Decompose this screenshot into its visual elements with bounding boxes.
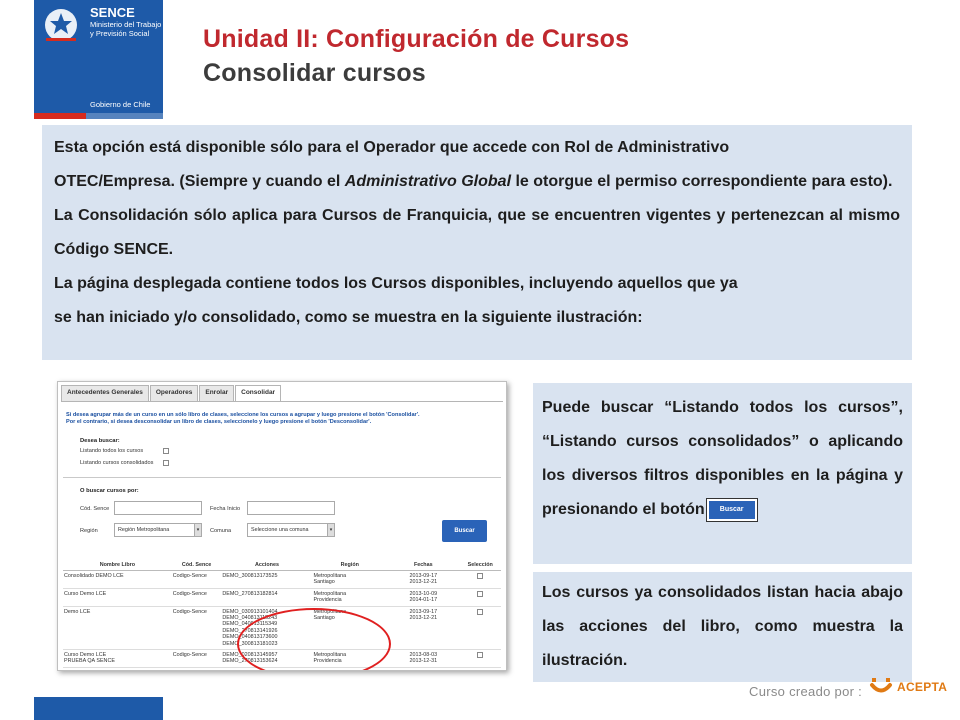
intro-line5: La página desplegada contiene todos los Cursos disponibles, incluyendo aquellos que ya [54, 275, 738, 292]
col-region: Región [313, 560, 388, 571]
chevron-down-icon: ▾ [194, 524, 201, 536]
table-row [63, 571, 501, 589]
col-select: Selección [460, 560, 501, 571]
row-select-checkbox[interactable] [477, 609, 483, 615]
search-heading: Desea buscar: [80, 438, 120, 444]
row-dates: 2013-10-09 2014-01-17 [387, 588, 459, 606]
row-region: Metropolitana Santiago [313, 606, 388, 649]
highlight-circle [237, 608, 391, 671]
row-actions: DEMO_020813145957 DEMO_270813153624 [221, 650, 312, 668]
row-actions: DEMO_030913101404 DEMO_040813115243 DEMO_040913115349 DEMO_270813141926 DEMO_040813173600 DEMO_300813181023 [221, 606, 312, 649]
row-select-cell [460, 650, 501, 668]
col-actions: Acciones [221, 560, 312, 571]
code-input[interactable] [114, 501, 202, 515]
consolidated-help-panel [533, 572, 912, 682]
commune-value: Seleccione una comuna [251, 527, 309, 533]
row-dates: 2013-08-03 2013-12-31 [387, 650, 459, 668]
row-code: Codigo-Sence [172, 571, 222, 589]
intro-line2c: le otorgue el permiso correspondiente para esto). [511, 173, 893, 190]
intro-para2: La Consolidación sólo aplica para Cursos de Franquicia, que se encuentren vigentes y pertenezcan al mismo Código SENCE. [54, 207, 900, 258]
org-line1: Ministerio del Trabajo [90, 20, 162, 29]
consolidated-help-text: Los cursos ya consolidados listan hacia abajo las acciones del libro, como muestra la ilustración. [542, 584, 903, 669]
option-all-label: Listando todos los cursos [80, 448, 144, 454]
row-region: Metropolitana Providencia [313, 650, 388, 668]
table-row [63, 588, 501, 606]
footer-stripe-left [34, 697, 86, 720]
row-code: Codigo-Sence [172, 650, 222, 668]
row-name: Curso Demo LCE [63, 588, 172, 606]
footer-stripe [34, 697, 163, 720]
search-help-panel [533, 383, 912, 564]
row-name: Curso Demo LCE PRUEBA QA SENCE [63, 650, 172, 668]
row-dates: 2013-09-17 2013-12-21 [387, 571, 459, 589]
instruction-line1: Si desea agrupar más de un curso en un sólo libro de clases, seleccione los cursos a agrupar y luego presione el botón 'Consolidar'. [66, 412, 420, 418]
row-select-cell [460, 571, 501, 589]
tab-general[interactable]: Antecedentes Generales [61, 385, 149, 401]
row-name: Demo LCE [63, 606, 172, 649]
region-select[interactable] [114, 523, 202, 537]
intro-line1: Esta opción está disponible sólo para el Operador que accede con Rol de Administrativo [54, 139, 730, 156]
intro-emphasis: Administrativo Global [344, 173, 512, 190]
org-name: SENCE [90, 5, 135, 20]
col-code: Cód. Sence [172, 560, 222, 571]
inline-search-button: Buscar [707, 499, 757, 521]
government-label: Gobierno de Chile [90, 100, 151, 109]
row-region: Metropolitana Santiago [313, 571, 388, 589]
row-select-checkbox[interactable] [477, 652, 483, 658]
tab-enrol[interactable]: Enrolar [199, 385, 234, 401]
flag-stripe-white [86, 113, 163, 119]
consolidate-screenshot [57, 381, 507, 671]
start-date-input[interactable] [247, 501, 335, 515]
col-name: Nombre Libro [63, 560, 172, 571]
row-name: Consolidado DEMO LCE [63, 571, 172, 589]
commune-select[interactable] [247, 523, 335, 537]
intro-panel [42, 125, 912, 360]
brand-name: ACEPTA [897, 680, 948, 694]
row-actions: DEMO_270813182814 [221, 588, 312, 606]
row-region: Metropolitana Providencia [313, 588, 388, 606]
tab-bar [61, 385, 282, 401]
sence-logo [34, 0, 163, 119]
row-actions: DEMO_300813173525 [221, 571, 312, 589]
brand-logo [868, 676, 947, 698]
option-consolidated-label: Listando cursos consolidados [80, 460, 154, 466]
row-select-checkbox[interactable] [477, 573, 483, 579]
row-dates: 2013-09-17 2013-12-21 [387, 606, 459, 649]
tab-consolidate[interactable]: Consolidar [235, 385, 281, 401]
intro-line2a: OTEC/Empresa. (Siempre y cuando el [54, 173, 345, 190]
row-select-cell [460, 588, 501, 606]
page-subtitle: Consolidar cursos [203, 59, 426, 87]
acepta-logo-icon [868, 676, 894, 698]
chevron-down-icon: ▾ [327, 524, 334, 536]
region-value: Región Metropolitana [118, 527, 170, 533]
intro-line6: se han iniciado y/o consolidado, como se muestra en la siguiente ilustración: [54, 309, 643, 326]
instruction-line2: Por el contrario, si desea desconsolidar un libro de clases, seleccionelo y luego presione el botón 'Desconsolidar'. [66, 419, 372, 425]
row-select-checkbox[interactable] [477, 591, 483, 597]
section-divider [63, 477, 501, 478]
page-title: Unidad II: Configuración de Cursos [203, 25, 630, 53]
row-code: Codigo-Sence [172, 606, 222, 649]
region-label: Región [80, 528, 98, 534]
intro-para1 [54, 165, 900, 199]
org-line2: y Previsión Social [90, 29, 150, 38]
credit-label: Curso creado por : [749, 684, 863, 699]
start-date-label: Fecha Inicio [210, 506, 241, 512]
table-header [63, 560, 501, 571]
filter-heading: O buscar cursos por: [80, 488, 139, 494]
search-button[interactable]: Buscar [442, 520, 487, 542]
commune-label: Comuna [210, 528, 232, 534]
code-label: Cód. Sence [80, 506, 110, 512]
instructions [66, 412, 420, 426]
flag-stripe-red [34, 113, 86, 119]
col-dates: Fechas [387, 560, 459, 571]
tab-divider [61, 401, 503, 402]
tab-operators[interactable]: Operadores [150, 385, 199, 401]
search-help-text: Puede buscar “Listando todos los cursos”, “Listando cursos consolidados” o aplicando los diversos filtros disponibles en la página y presionando el botón [542, 399, 903, 518]
coat-of-arms-icon [40, 5, 82, 45]
option-all-checkbox[interactable] [163, 448, 169, 454]
row-code: Codigo-Sence [172, 588, 222, 606]
option-consolidated-checkbox[interactable] [163, 460, 169, 466]
row-select-cell [460, 606, 501, 649]
